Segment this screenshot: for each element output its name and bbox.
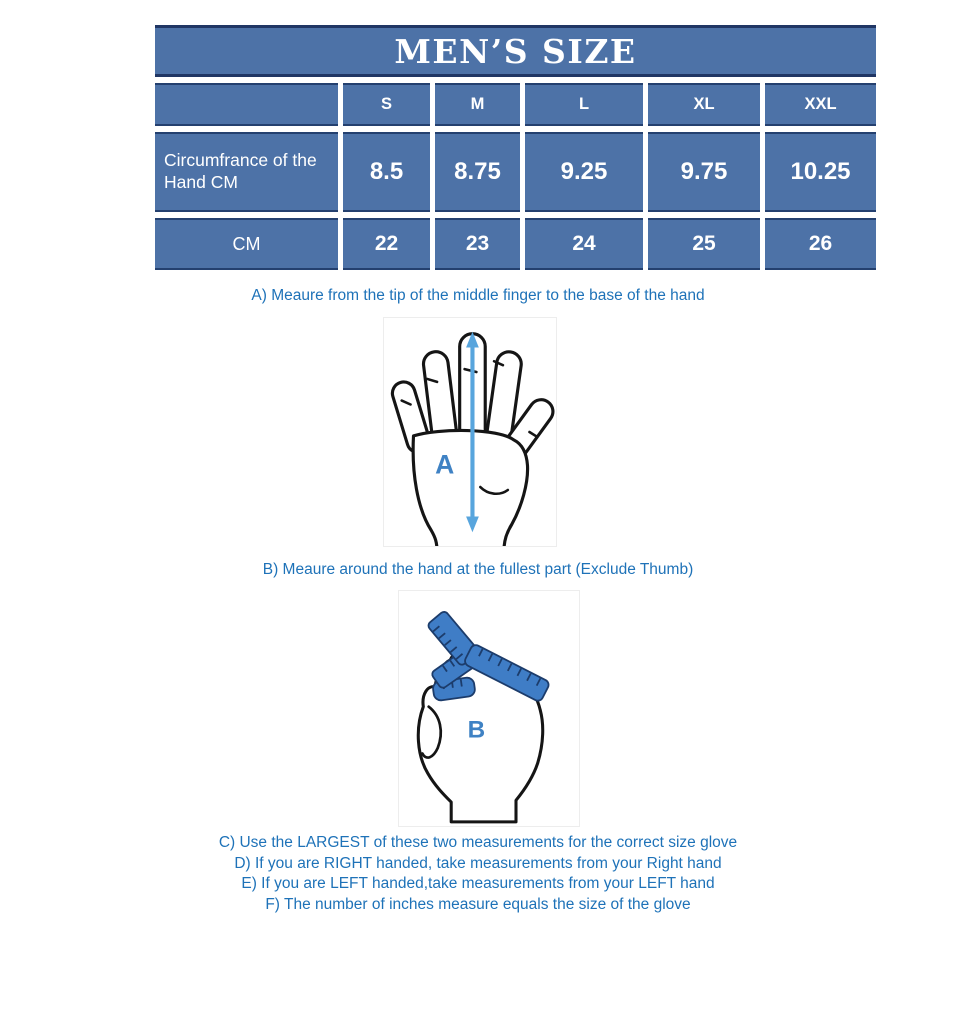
cm-value-s: 22 [343,218,430,270]
corner-cell-empty [155,83,338,126]
size-header-m: M [435,83,520,126]
circumference-value-s: 8.5 [343,132,430,212]
size-header-s: S [343,83,430,126]
size-header-xl: XL [648,83,760,126]
circumference-value-m: 8.75 [435,132,520,212]
circumference-value-l: 9.25 [525,132,643,212]
cm-value-m: 23 [435,218,520,270]
cm-value-l: 24 [525,218,643,270]
instruction-b: B) Meaure around the hand at the fullest part (Exclude Thumb) [262,561,694,578]
instruction-c: C) Use the LARGEST of these two measurements for the correct size glove [218,834,738,851]
cm-value-xxl: 26 [765,218,876,270]
table-title: MEN’S SIZE [155,25,876,77]
hand-length-illustration [383,317,557,547]
size-header-xxl: XXL [765,83,876,126]
figure-b-label: B [467,716,486,744]
instructions-c-f [0,833,956,915]
instruction-e: E) If you are LEFT handed,take measurements from your LEFT hand [241,875,715,892]
instruction-f: F) The number of inches measure equals the size of the glove [265,895,691,913]
hand-circumference-illustration [398,590,580,827]
circumference-value-xl: 9.75 [648,132,760,212]
cm-value-xl: 25 [648,218,760,270]
instruction-d: D) If you are RIGHT handed, take measurements from your Right hand [234,854,722,872]
fist-with-tape-icon [399,591,579,826]
instruction-a: A) Meaure from the tip of the middle finger to the base of the hand [251,287,705,304]
figure-a-label: A [435,449,455,480]
size-header-l: L [525,83,643,126]
mens-size-table [155,25,876,270]
row-label-circumference: Circumfrance of the Hand CM [155,132,338,212]
open-hand-icon [384,318,556,546]
row-label-cm: CM [155,218,338,270]
circumference-value-xxl: 10.25 [765,132,876,212]
